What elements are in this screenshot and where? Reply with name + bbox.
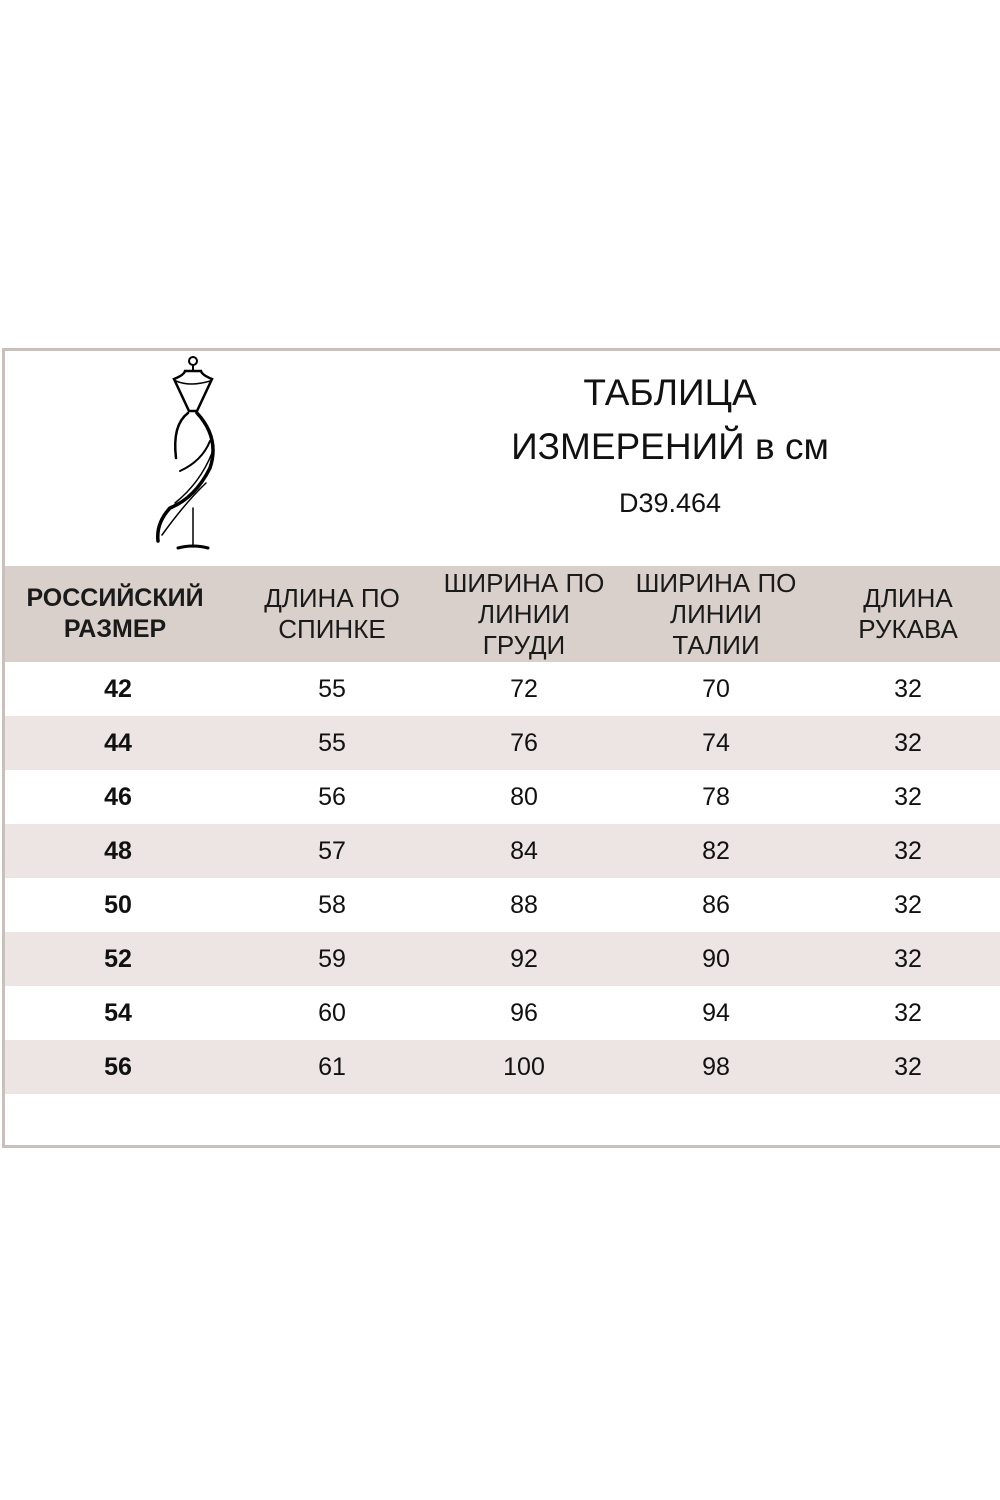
column-header-back-length: ДЛИНА ПО СПИНКЕ — [264, 583, 400, 644]
measurement-cell: 32 — [894, 891, 922, 919]
measurement-cell: 92 — [510, 945, 538, 973]
column-header-size: РОССИЙСКИЙ РАЗМЕР — [26, 584, 204, 643]
measurement-cell: 60 — [318, 999, 346, 1027]
title-line-1: ТАБЛИЦА — [583, 372, 757, 413]
measurement-cell: 88 — [510, 891, 538, 919]
table-row — [5, 1040, 1000, 1094]
measurement-cell: 32 — [894, 837, 922, 865]
measurement-cell: 90 — [702, 945, 730, 973]
measurement-cell: 78 — [702, 783, 730, 811]
size-cell: 56 — [104, 1053, 132, 1081]
measurement-cell: 56 — [318, 783, 346, 811]
measurement-cell: 76 — [510, 729, 538, 757]
measurement-cell: 32 — [894, 1053, 922, 1081]
measurement-cell: 57 — [318, 837, 346, 865]
measurement-cell: 86 — [702, 891, 730, 919]
table-row — [5, 932, 1000, 986]
table-row — [5, 878, 1000, 932]
measurement-cell: 74 — [702, 729, 730, 757]
measurement-cell: 32 — [894, 999, 922, 1027]
measurement-cell: 59 — [318, 945, 346, 973]
measurement-cell: 98 — [702, 1053, 730, 1081]
measurement-cell: 82 — [702, 837, 730, 865]
measurement-cell: 96 — [510, 999, 538, 1027]
measurement-cell: 72 — [510, 675, 538, 703]
measurement-cell: 32 — [894, 675, 922, 703]
table-row — [5, 824, 1000, 878]
column-header-waist-width: ШИРИНА ПО ЛИНИИ ТАЛИИ — [635, 567, 797, 660]
page-title — [470, 366, 870, 474]
size-cell: 42 — [104, 675, 132, 703]
size-cell: 44 — [104, 729, 132, 757]
measurement-cell: 32 — [894, 783, 922, 811]
size-cell: 52 — [104, 945, 132, 973]
table-row — [5, 716, 1000, 770]
column-header-chest-width: ШИРИНА ПО ЛИНИИ ГРУДИ — [443, 567, 605, 660]
measurement-cell: 94 — [702, 999, 730, 1027]
size-cell: 46 — [104, 783, 132, 811]
measurement-cell: 55 — [318, 675, 346, 703]
dress-mannequin-icon — [140, 353, 236, 553]
title-line-2: ИЗМЕРЕНИЙ в см — [511, 426, 829, 467]
size-cell: 54 — [104, 999, 132, 1027]
measurement-cell: 58 — [318, 891, 346, 919]
measurement-cell: 32 — [894, 945, 922, 973]
table-row — [5, 662, 1000, 716]
product-code: D39.464 — [618, 488, 722, 518]
measurement-cell: 70 — [702, 675, 730, 703]
size-cell: 48 — [104, 837, 132, 865]
column-header-sleeve-length: ДЛИНА РУКАВА — [858, 583, 958, 644]
table-row — [5, 986, 1000, 1040]
size-cell: 50 — [104, 891, 132, 919]
measurement-cell: 84 — [510, 837, 538, 865]
measurement-cell: 80 — [510, 783, 538, 811]
measurement-cell: 100 — [503, 1053, 545, 1081]
measurement-cell: 61 — [318, 1053, 346, 1081]
measurement-cell: 55 — [318, 729, 346, 757]
measurement-cell: 32 — [894, 729, 922, 757]
table-row — [5, 770, 1000, 824]
